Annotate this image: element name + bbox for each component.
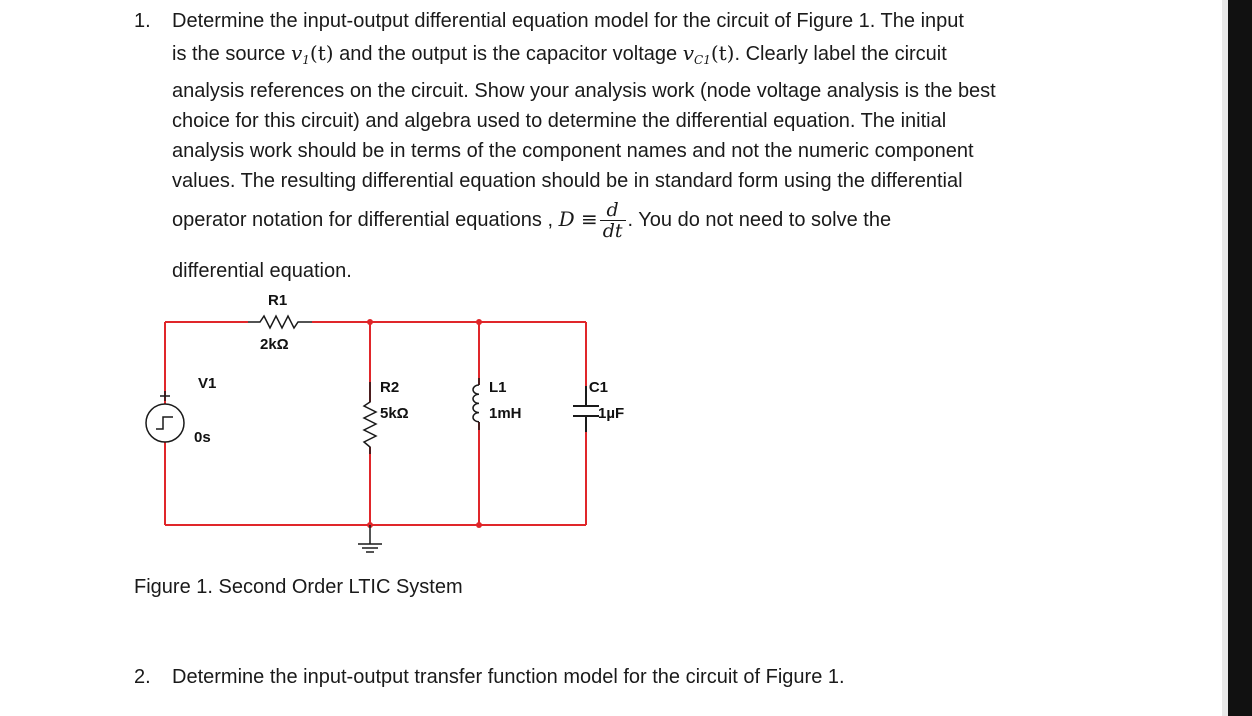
derivative-fraction: $\frac{d}{dt}$: [600, 200, 626, 241]
question-1-line-5: analysis work should be in terms of the component names and not the numeric component: [172, 140, 974, 162]
line2-text-b: and the output is the capacitor voltage: [339, 43, 678, 65]
question-2-text: Determine the input-output transfer function model for the circuit of Figure 1.: [172, 666, 845, 688]
line2-text-a: is the source: [172, 43, 286, 65]
line7-text-a: operator notation for differential equations ,: [172, 208, 553, 231]
l1-value: 1mH: [489, 405, 522, 422]
node-dot: [476, 522, 482, 528]
r2-resistor-symbol: [364, 382, 376, 454]
c1-value: 1µF: [598, 405, 625, 422]
capacitor-variable: $v_{C1}(t)$: [682, 41, 735, 67]
question-1-line-2: [172, 41, 947, 72]
r1-value: 2kΩ: [260, 336, 289, 353]
line7-text-b: . You do not need to solve the: [627, 208, 892, 231]
question-1-line-8: differential equation.: [172, 260, 352, 282]
question-1-line-3: analysis references on the circuit. Show your analysis work (node voltage analysis is the best: [172, 80, 996, 102]
operator-symbol: D ≡: [558, 206, 598, 231]
l1-inductor-symbol: [473, 378, 479, 430]
question-1-number: 1.: [134, 10, 151, 32]
figure-caption: Figure 1. Second Order LTIC System: [134, 576, 463, 598]
l1-name: L1: [489, 379, 507, 396]
question-1-line-1: Determine the input-output differential equation model for the circuit of Figure 1. The input: [172, 10, 964, 32]
voltage-source-symbol: [146, 391, 184, 442]
ground-icon: [358, 525, 382, 552]
c1-name: C1: [588, 379, 608, 396]
r1-name: R1: [268, 292, 288, 309]
source-param: 0s: [194, 429, 211, 446]
question-1-line-7: [172, 200, 891, 241]
node-dot: [476, 319, 482, 325]
r2-value: 5kΩ: [380, 405, 409, 422]
question-2-number: 2.: [134, 666, 151, 688]
question-1-line-6: values. The resulting differential equation should be in standard form using the differential: [172, 170, 963, 192]
question-1-line-4: choice for this circuit) and algebra used to determine the differential equation. The initial: [172, 110, 947, 132]
r1-resistor-symbol: [248, 316, 312, 328]
scrollbar-area[interactable]: [1228, 0, 1252, 716]
source-name: V1: [198, 375, 217, 392]
line2-text-c: . Clearly label the circuit: [734, 43, 947, 65]
node-dot: [367, 319, 373, 325]
circuit-diagram: [130, 282, 625, 572]
r2-name: R2: [380, 379, 400, 396]
source-variable: $v_1(t)$: [290, 41, 334, 67]
